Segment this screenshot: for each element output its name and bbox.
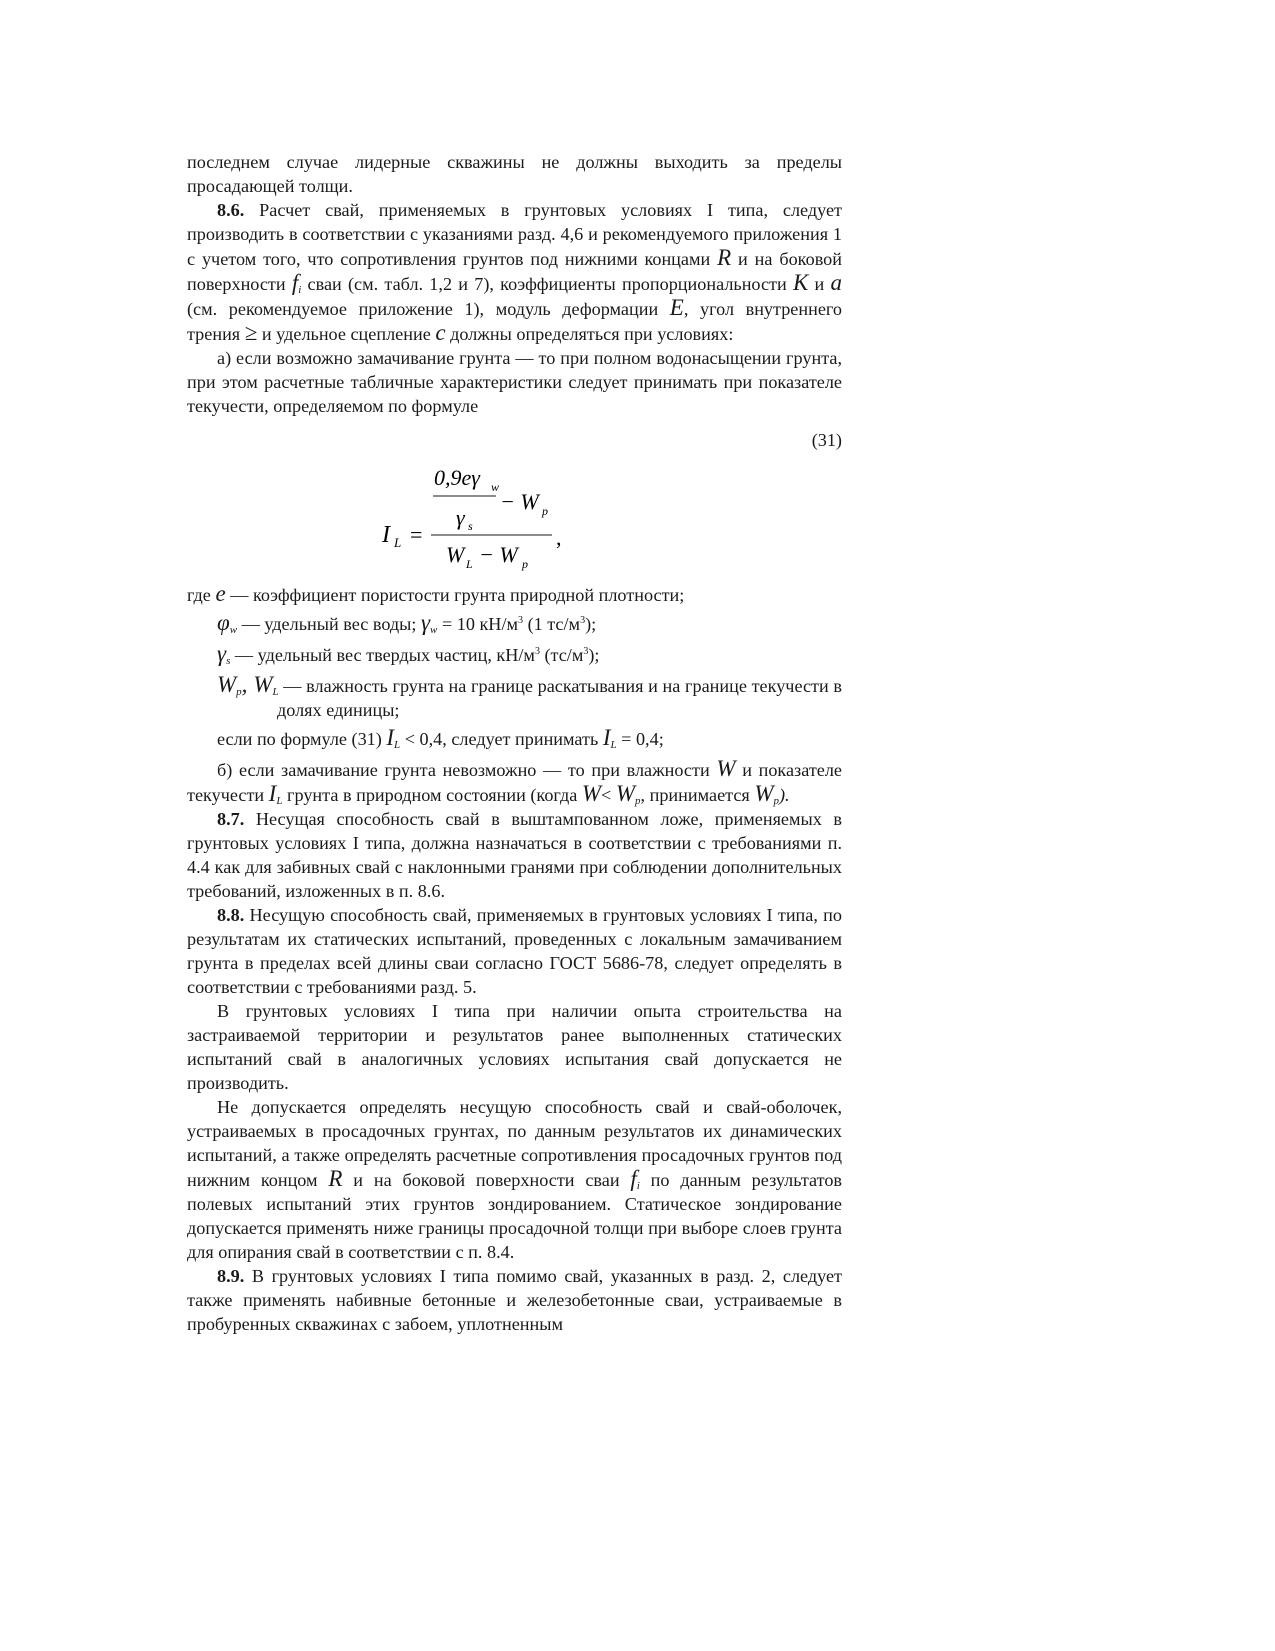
text-segment: , угол внутреннего трения bbox=[187, 299, 842, 344]
var-e: E bbox=[669, 295, 684, 320]
subscript: L bbox=[394, 739, 401, 751]
clause-number-8-6: 8.6. bbox=[217, 200, 245, 220]
var-r: R bbox=[717, 245, 732, 270]
where-line-e bbox=[187, 582, 842, 607]
var-w: W bbox=[716, 756, 736, 781]
text-segment: и bbox=[808, 274, 831, 294]
formula-svg bbox=[382, 454, 582, 572]
text-segment: Несущая способность свай в выштампованном ложе, применяемых в грунтовых условиях I типа, должна назначаться в соответствии с требованиями п. 4.4 как для забивных свай с наклонными гранями при соблюдении дополнительных требований, изложенных в п. 8.6. bbox=[187, 809, 842, 901]
text-segment: (1 тс/м bbox=[523, 614, 581, 634]
superscript: 3 bbox=[580, 615, 586, 626]
var-phi-w: φ bbox=[217, 610, 230, 635]
var-e-porosity: e bbox=[215, 581, 226, 606]
text-segment: сваи (см. табл. 1,2 и 7), коэффициенты пропорциональности bbox=[301, 274, 793, 294]
text-segment: — удельный вес твердых частиц, кН/м bbox=[230, 645, 535, 665]
text-segment: , принимается bbox=[640, 785, 755, 805]
formula-31 bbox=[187, 454, 842, 572]
text-segment: если по формуле (31) bbox=[217, 729, 387, 749]
text-segment: б) если замачивание грунта невозможно — то при влажности bbox=[217, 760, 717, 780]
var-c: c bbox=[435, 320, 446, 345]
text-segment: Не допускается определять несущую способность свай и свай-оболочек, устраиваемых в просадочных грунтах, по данным результатов их динамических испытаний, а также определять расчетные сопротивления просадочных грунтов под нижним концом bbox=[187, 1097, 842, 1190]
text-segment: и на боковой поверхности сваи bbox=[342, 1170, 631, 1190]
text-segment: ); bbox=[585, 614, 597, 634]
text-segment: ). bbox=[778, 785, 790, 805]
var-il: I bbox=[386, 725, 395, 750]
paragraph-experience: В грунтовых условиях I типа при наличии опыта строительства на застраиваемой территории и результатов ранее выполненных статических испытаний свай в аналогичных условиях испытания свай допускается не производить. bbox=[187, 1001, 842, 1093]
superscript: 3 bbox=[518, 615, 524, 626]
var-f-subscript: i bbox=[298, 284, 302, 296]
paragraph-intro: последнем случае лидерные скважины не должны выходить за пределы просадающей толщи. bbox=[187, 152, 842, 196]
text-segment: (тс/м bbox=[539, 645, 584, 665]
var-il: I bbox=[268, 781, 277, 806]
text-segment: должны определяться при условиях: bbox=[445, 324, 734, 344]
clause-number-8-7: 8.7. bbox=[217, 809, 245, 829]
paragraph-8-8 bbox=[187, 903, 842, 999]
text-segment: по данным результатов полевых испытаний этих грунтов зондированием. Статическое зондирование допускается применять ниже границы просадочной толщи при выборе слоев грунта для опирания свай в соответствии с п. 8.4. bbox=[187, 1170, 842, 1262]
var-wp: W bbox=[754, 781, 774, 806]
var-a: a bbox=[830, 270, 843, 295]
text-segment: — удельный вес воды; bbox=[237, 614, 421, 634]
var-r: R bbox=[328, 1166, 343, 1191]
var-w: W bbox=[581, 781, 602, 806]
subscript: p bbox=[635, 795, 641, 807]
var-gamma-s: γ bbox=[217, 641, 227, 666]
text-segment: В грунтовых условиях I типа помимо свай, указанных в разд. 2, следует также применять набивные бетонные и железобетонные сваи, устраиваемые в пробуренных скважинах с забоем, уплотненным bbox=[187, 1266, 842, 1334]
paragraph-a: а) если возможно замачивание грунта — то при полном водонасыщении грунта, при этом расчетные табличные характеристики следует принимать при показателе текучести, определяемом по формуле bbox=[187, 348, 842, 416]
var-f: f bbox=[291, 270, 299, 295]
text-segment: = 10 кН/м bbox=[437, 614, 519, 634]
var-wl: W bbox=[253, 672, 273, 697]
text-segment: Несущую способность свай, применяемых в грунтовых условиях I типа, по результатам их статических испытаний, проведенных с локальным замачиванием грунта в пределах всей длины сваи согласно ГОСТ 5686-78, следует определять в соответствии с требованиями разд. 5. bbox=[187, 905, 842, 997]
where-line-solids-weight bbox=[187, 642, 842, 667]
text-segment: — влажность грунта на границе раскатывания и на границе текучести в долях единицы; bbox=[277, 676, 842, 720]
paragraph-b bbox=[187, 757, 842, 807]
var-wp: W bbox=[217, 672, 237, 697]
clause-number-8-8: 8.8. bbox=[217, 905, 245, 925]
text-segment: где bbox=[187, 585, 216, 605]
text-segment: и на боковой поверхности bbox=[187, 249, 842, 294]
formula-denominator-wl: W bbox=[446, 542, 465, 567]
formula-lhs: I bbox=[382, 522, 390, 548]
formula-equals: = bbox=[410, 522, 423, 547]
var-f: f bbox=[630, 1166, 637, 1191]
text-segment: грунта в природном состоянии (когда bbox=[282, 785, 582, 805]
clause-number-8-9: 8.9. bbox=[217, 1266, 245, 1286]
formula-denominator-minus-wp: − W bbox=[479, 542, 518, 567]
text-segment: < 0,4, следует принимать bbox=[400, 729, 603, 749]
text-segment: и удельное сцепление bbox=[257, 324, 436, 344]
document-page bbox=[187, 150, 842, 1336]
paragraph-8-7 bbox=[187, 807, 842, 903]
text-segment: и показателе текучести bbox=[187, 760, 843, 805]
text-segment: < bbox=[601, 785, 616, 805]
subscript: w bbox=[430, 624, 438, 636]
equation-number: (31) bbox=[811, 430, 842, 450]
symbol-friction-angle: ≥ bbox=[244, 320, 258, 345]
var-k: K bbox=[792, 270, 809, 295]
formula-denominator-wl-subscript: L bbox=[466, 557, 473, 571]
where-line-il-condition bbox=[187, 726, 842, 751]
formula-lhs-subscript: L bbox=[394, 535, 402, 550]
where-line-moisture bbox=[187, 673, 842, 722]
text-segment: — коэффициент пористости грунта природной плотности; bbox=[225, 585, 685, 605]
superscript: 3 bbox=[534, 646, 540, 657]
text-segment: (см. рекомендуемое приложение 1), модуль деформации bbox=[187, 299, 670, 319]
formula-numerator-term: 0,9eγ bbox=[434, 465, 480, 490]
subscript: L bbox=[276, 795, 283, 807]
subscript: s bbox=[226, 655, 231, 667]
where-line-water-weight bbox=[187, 611, 842, 636]
formula-numerator-minus-wp: − W bbox=[500, 489, 539, 514]
subscript: w bbox=[229, 624, 238, 636]
formula-comma: , bbox=[556, 525, 562, 550]
text-segment: Расчет свай, применяемых в грунтовых условиях I типа, следует производить в соответствии с указаниями разд. 4,6 и рекомендуемого приложения 1 с учетом того, что сопротивления грунтов под нижними концами bbox=[187, 200, 842, 269]
text-segment: ); bbox=[588, 645, 600, 665]
formula-denominator-minus-wp-subscript: p bbox=[522, 557, 528, 571]
var-gamma-w: γ bbox=[420, 610, 431, 635]
var-il: I bbox=[602, 725, 611, 750]
formula-numerator-subscript: w bbox=[491, 480, 500, 494]
formula-gamma-s-subscript: s bbox=[468, 519, 473, 533]
text-segment: = 0,4; bbox=[616, 729, 664, 749]
paragraph-8-6 bbox=[187, 198, 842, 346]
subscript: p bbox=[236, 686, 242, 698]
subscript: L bbox=[272, 686, 279, 698]
subscript: p bbox=[773, 795, 779, 807]
subscript: i bbox=[636, 1180, 640, 1192]
subscript: L bbox=[610, 739, 617, 751]
separator: , bbox=[241, 672, 254, 697]
var-wp: W bbox=[615, 781, 635, 806]
formula-gamma-s: γ bbox=[456, 505, 465, 530]
paragraph-not-allowed bbox=[187, 1095, 842, 1264]
paragraph-8-9 bbox=[187, 1264, 842, 1336]
superscript: 3 bbox=[583, 646, 589, 657]
formula-numerator-minus-wp-subscript: p bbox=[542, 504, 548, 518]
